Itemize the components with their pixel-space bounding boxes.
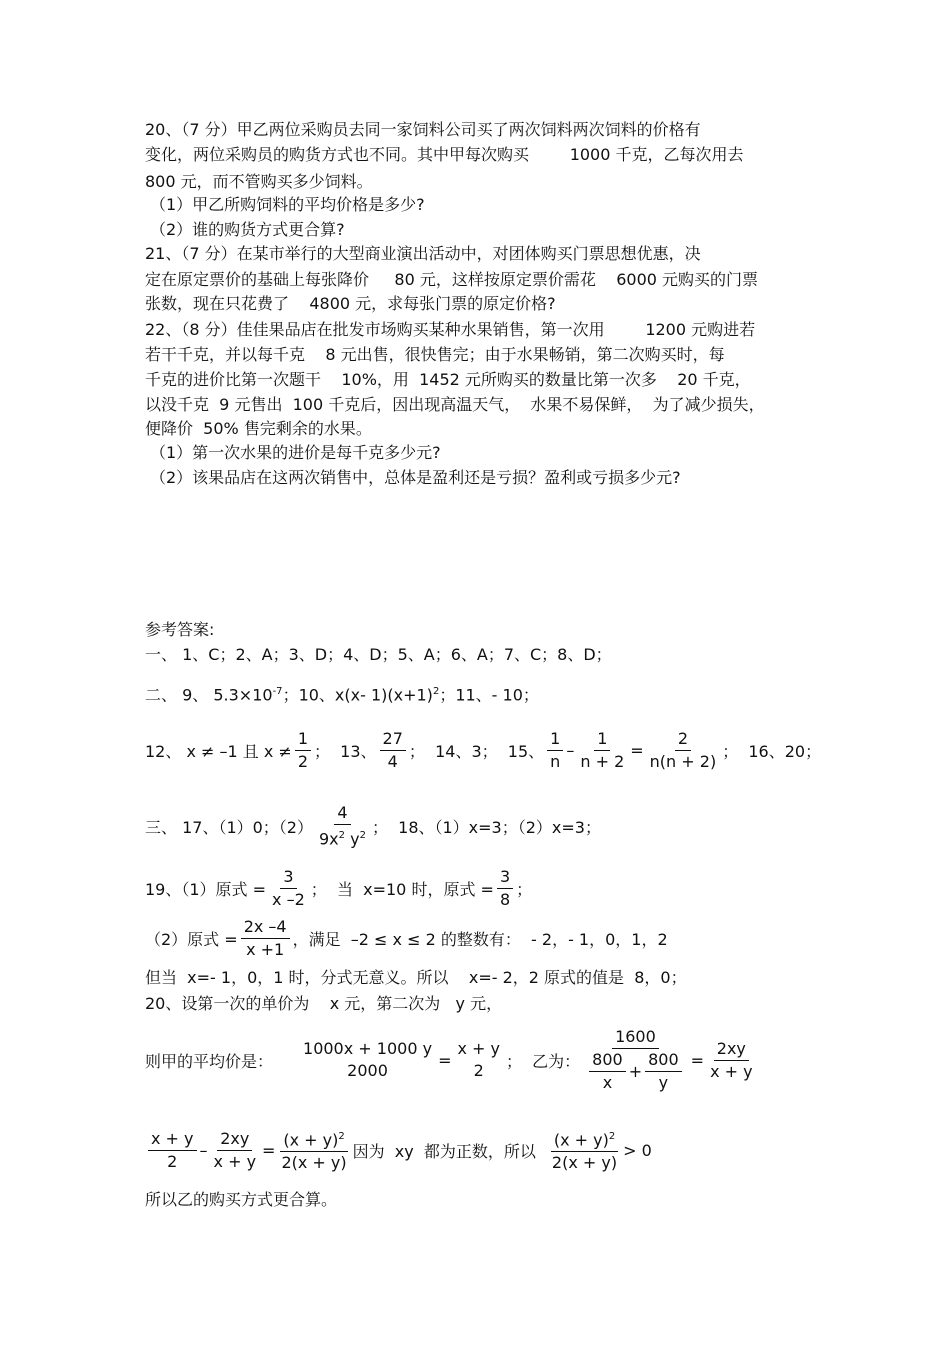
r20c-frac1: $\frac{x + y}{2}$ <box>148 1130 197 1171</box>
q22-line4: 以没千克 9 元售出 100 千克后，因出现高温天气， 水果不易保鲜， 为了减少损失， <box>145 395 765 414</box>
r19a-text-c: ； <box>516 880 533 899</box>
sec2-exponent: -7 <box>272 686 283 697</box>
q21-line2: 定在原定票价的基础上每张降价 80 元，这样按原定票价需花 6000 元购买的门票 <box>145 270 759 289</box>
r12-frac4: $\frac{1}{n + 2}$ <box>580 729 625 771</box>
q22-line2: 若干千克，并以每千克 8 元出售，很快售完；由于水果畅销，第二次购买时，每 <box>145 345 725 364</box>
r20c-frac2: $\frac{2xy}{x + y}$ <box>213 1128 257 1171</box>
r19b-text-a: （2）原式 = <box>145 930 238 949</box>
answers-row-20c <box>145 1128 652 1172</box>
r12-frac5: $\frac{2}{n(n + 2)}$ <box>649 729 717 771</box>
r12-text-c: ； 14、3； 15、 <box>408 742 545 761</box>
r20b-frac4: $\frac{2xy}{x + y}$ <box>710 1038 753 1081</box>
q20-line3: 800 元，而不管购买多少饲料。 <box>145 172 373 191</box>
r12-minus: – <box>566 741 575 760</box>
sec2-text-c: ；11、- 10； <box>439 685 539 705</box>
answers-row-20a: 20、设第一次的单价为 x 元，第二次为 y 元， <box>145 994 503 1013</box>
r19a-frac2: $\frac{3}{8}$ <box>497 868 513 909</box>
r19a-text-a: 19、（1）原式 = <box>145 880 267 899</box>
sec2-text-b: ；10、x(x- 1)(x+1) <box>282 685 433 705</box>
q20-part2: （2）谁的购货方式更合算? <box>150 220 345 239</box>
answers-row-19c: 但当 x=- 1，0，1 时，分式无意义。所以 x=- 2，2 原式的值是 8，0； <box>145 968 687 987</box>
q21-line3: 张数，现在只花费了 4800 元，求每张门票的原定价格? <box>145 294 556 313</box>
q22-part1: （1）第一次水果的进价是每千克多少元? <box>150 443 441 462</box>
r19a-frac1: $\frac{3}{x -2}$ <box>272 867 305 909</box>
r20b-equals: = <box>438 1050 452 1070</box>
q21-line1: 21、（7 分）在某市举行的大型商业演出活动中，对团体购买门票思想优惠，决 <box>145 244 701 263</box>
answers-row-19b <box>145 918 668 959</box>
r12-equals: = <box>630 741 644 760</box>
r12-frac1: $\frac{1}{2}$ <box>295 730 311 771</box>
q22-line3: 千克的进价比第一次题干 10%，用 1452 元所购买的数量比第一次多 20 千克， <box>145 370 751 389</box>
r20c-minus: – <box>199 1140 208 1160</box>
q22-part2: （2）该果品店在这两次销售中，总体是盈利还是亏损？盈利或亏损多少元? <box>150 468 681 487</box>
answers-row-20d: 所以乙的购买方式更合算。 <box>145 1190 338 1209</box>
q20-line2: 变化，两位采购员的购货方式也不同。其中甲每次购买 1000 千克，乙每次用去 <box>145 145 744 164</box>
r20b-frac3: 1600 $\frac{800}{x}$ + $\frac{800}{y}$ <box>583 1028 688 1092</box>
q22-line1: 22、（8 分）佳佳果品店在批发市场购买某种水果销售，第一次用 1200 元购进若 <box>145 320 756 339</box>
r20b-frac1: 1000x + 1000 y 2000 <box>303 1039 433 1080</box>
answers-row-19a <box>145 868 532 909</box>
r12-text-a: 12、 x ≠ –1 且 x ≠ <box>145 742 292 761</box>
q20-part1: （1）甲乙所购饲料的平均价格是多少? <box>150 195 425 214</box>
sec2-exponent2: 2 <box>432 686 440 697</box>
r20b-text-b: ； 乙为： <box>505 1051 581 1071</box>
r19b-text-b: ，满足 –2 ≤ x ≤ 2 的整数有： - 2，- 1，0，1，2 <box>292 930 668 949</box>
r12-text-b: ； 13、 <box>314 742 377 761</box>
sec2-text-a: 二、 9、 5.3×10 <box>145 685 273 705</box>
answers-heading: 参考答案: <box>145 620 215 639</box>
answers-section-1: 一、 1、C；2、A；3、D；4、D；5、A；6、A；7、C；8、D； <box>145 645 612 664</box>
r17-text-b: ； 18、（1）x=3；（2）x=3； <box>371 817 601 837</box>
q22-line5: 便降价 50% 售完剩余的水果。 <box>145 419 372 438</box>
r20c-frac3: $\frac{(x + y)^2}{2(x + y)}$ <box>278 1128 349 1172</box>
r17-frac: $\frac{4}{9x^2 y^2}$ <box>319 803 366 849</box>
r12-frac3: $\frac{1}{n}$ <box>547 730 563 771</box>
answers-row-20b <box>145 1028 759 1092</box>
r19b-frac: $\frac{2x -4}{x +1}$ <box>241 918 290 959</box>
answers-row-12 <box>145 730 821 771</box>
r20c-text-c: > 0 <box>623 1140 652 1160</box>
r20b-frac2: x + y 2 <box>457 1039 500 1080</box>
q20-line1: 20、（7 分）甲乙两位采购员去同一家饲料公司买了两次饲料两次饲料的价格有 <box>145 120 701 139</box>
answers-row-17 <box>145 804 601 848</box>
r20c-frac4: $\frac{(x + y)^2}{2(x + y)}$ <box>549 1128 620 1172</box>
r20c-text-b: 因为 xy 都为正数，所以 <box>352 1141 536 1161</box>
answers-section-2 <box>145 682 539 705</box>
r17-text-a: 三、 17、（1）0；（2） <box>145 817 313 837</box>
r12-text-e: ； 16、20； <box>722 742 822 761</box>
r20b-equals2: = <box>690 1050 705 1070</box>
r19a-text-b: ； 当 x=10 时，原式 = <box>310 880 494 899</box>
r20b-text-a: 则甲的平均价是： <box>145 1051 274 1071</box>
r12-frac2: $\frac{27}{4}$ <box>380 730 406 771</box>
r20c-equals: = <box>262 1140 276 1160</box>
